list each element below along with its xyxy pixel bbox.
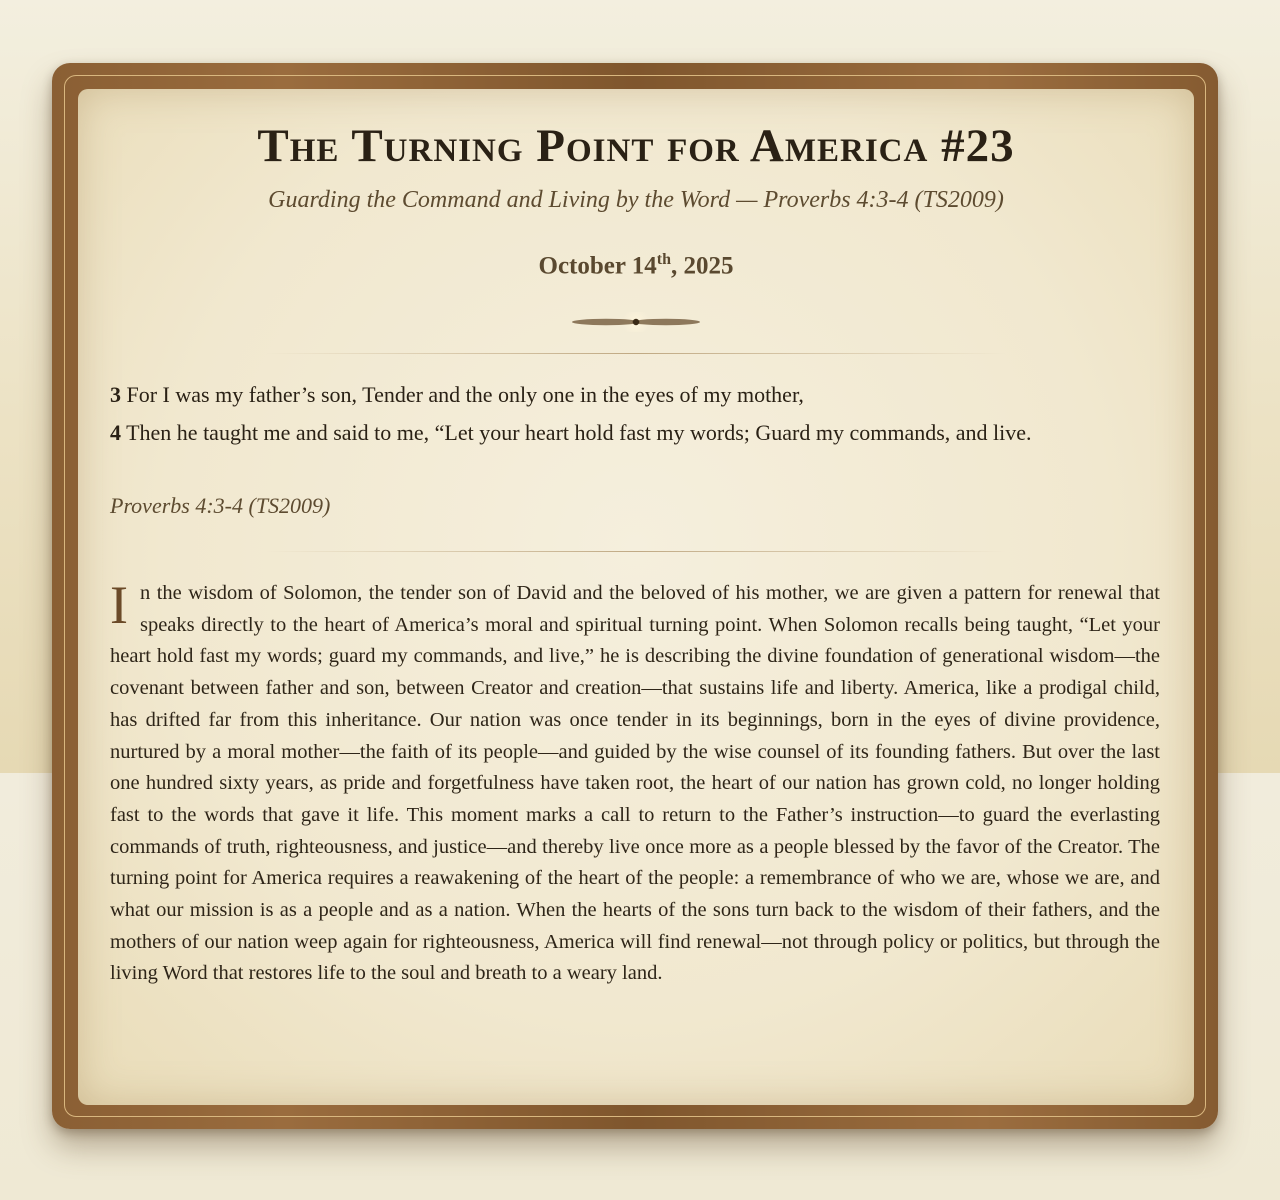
article-body — [110, 575, 1160, 990]
verse-text: Then he taught me and said to me, “Let your heart hold fast my words; Guard my commands, and live. — [121, 420, 1032, 445]
publish-date — [78, 251, 1194, 280]
body-paragraph: n the wisdom of Solomon, the tender son of David and the beloved of his mother, we are given a pattern for renewal that speaks directly to the heart of America’s moral and spiritual turning point. When Solomon recalls being taught, “Let your heart hold fast my words; guard my commands, and live,” he is describing the divine foundation of generational wisdom—the covenant between father and son, between Creator and creation—that sustains life and liberty. America, like a prodigal child, has drifted far from this inheritance. Our nation was once tender in its beginnings, born in the eyes of divine providence, nurtured by a moral mother—the faith of its people—and guided by the wise counsel of its founding fathers. But over the last one hundred sixty years, as pride and forgetfulness have taken root, the heart of our nation has grown cold, no longer holding fast to the words that gave it life. This moment marks a call to return to the Father’s instruction—to guard the everlasting commands of truth, righteousness, and justice—and thereby live once more as a people blessed by the favor of the Creator. The turning point for America requires a reawakening of the heart of the people: a remembrance of who we are, whose we are, and what our mission is as a people and as a nation. When the hearts of the sons turn back to the wisdom of their fathers, and the mothers of our nation weep again for righteousness, America will find renewal—not through policy or politics, but through the living Word that restores life to the soul and breath to a weary land. — [110, 582, 1160, 985]
scripture-citation: Proverbs 4:3-4 (TS2009) — [110, 493, 331, 518]
parchment-card — [78, 89, 1194, 1105]
ornament-divider-icon — [566, 312, 706, 332]
page-subtitle: Guarding the Command and Living by the Word — Proverbs 4:3-4 (TS2009) — [268, 187, 1004, 213]
section-divider — [266, 353, 1006, 354]
verse-number: 4 — [110, 420, 121, 445]
date-suffix: th — [656, 251, 671, 268]
date-month-day: October 14 — [538, 252, 657, 280]
drop-cap: I — [110, 575, 128, 635]
verse-number: 3 — [110, 382, 121, 407]
verse-3 — [110, 379, 1140, 411]
page-title: The Turning Point for America #23 — [257, 120, 1015, 172]
verse-text: For I was my father’s son, Tender and the only one in the eyes of my mother, — [121, 382, 804, 407]
scripture-verses — [110, 379, 1140, 455]
verse-4 — [110, 417, 1140, 449]
date-year: , 2025 — [671, 252, 734, 280]
section-divider — [266, 551, 1006, 552]
